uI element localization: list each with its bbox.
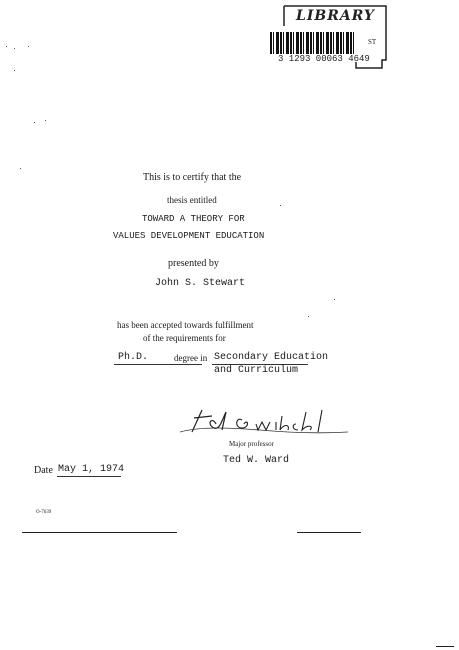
date-underline bbox=[57, 476, 121, 477]
accepted-line: has been accepted towards fulfillment bbox=[117, 320, 254, 330]
major-professor-label: Major professor bbox=[229, 440, 274, 448]
stamp-label: LIBRARY bbox=[296, 8, 375, 24]
degree-in-label: degree in bbox=[174, 353, 208, 363]
scan-speck bbox=[280, 205, 281, 206]
professor-signature bbox=[172, 402, 354, 440]
presented-by: presented by bbox=[168, 258, 219, 269]
thesis-title-line2: VALUES DEVELOPMENT EDUCATION bbox=[113, 231, 265, 241]
bottom-rule-left bbox=[22, 532, 177, 533]
field-line1: Secondary Education bbox=[214, 352, 329, 363]
scan-speck bbox=[14, 70, 15, 71]
scan-speck bbox=[34, 122, 35, 123]
date-value: May 1, 1974 bbox=[58, 464, 125, 475]
degree-underline bbox=[114, 364, 202, 365]
requirements-line: of the requirements for bbox=[143, 333, 226, 343]
scan-speck bbox=[45, 120, 46, 121]
barcode-image bbox=[270, 32, 354, 54]
form-code: O-7639 bbox=[36, 510, 52, 515]
scan-speck bbox=[6, 46, 7, 47]
degree-value: Ph.D. bbox=[118, 352, 149, 363]
scan-speck bbox=[334, 299, 335, 300]
field-line2: and Curriculum bbox=[214, 365, 299, 376]
author-name: John S. Stewart bbox=[155, 278, 246, 289]
thesis-title-line1: TOWARD A THEORY FOR bbox=[142, 214, 245, 224]
professor-name: Ted W. Ward bbox=[223, 455, 290, 466]
stamp-side-mark: ST bbox=[368, 38, 377, 46]
scan-speck bbox=[308, 316, 309, 317]
scan-speck bbox=[28, 46, 29, 47]
bottom-rule-right bbox=[297, 532, 361, 533]
scan-speck bbox=[20, 168, 21, 169]
library-stamp bbox=[270, 4, 388, 70]
thesis-entitled-line: thesis entitled bbox=[167, 195, 217, 205]
date-label: Date bbox=[34, 465, 53, 476]
corner-mark bbox=[436, 646, 454, 647]
barcode-number: 3 1293 00063 4649 bbox=[278, 54, 370, 64]
certify-line: This is to certify that the bbox=[143, 172, 242, 183]
scan-speck bbox=[14, 48, 15, 49]
